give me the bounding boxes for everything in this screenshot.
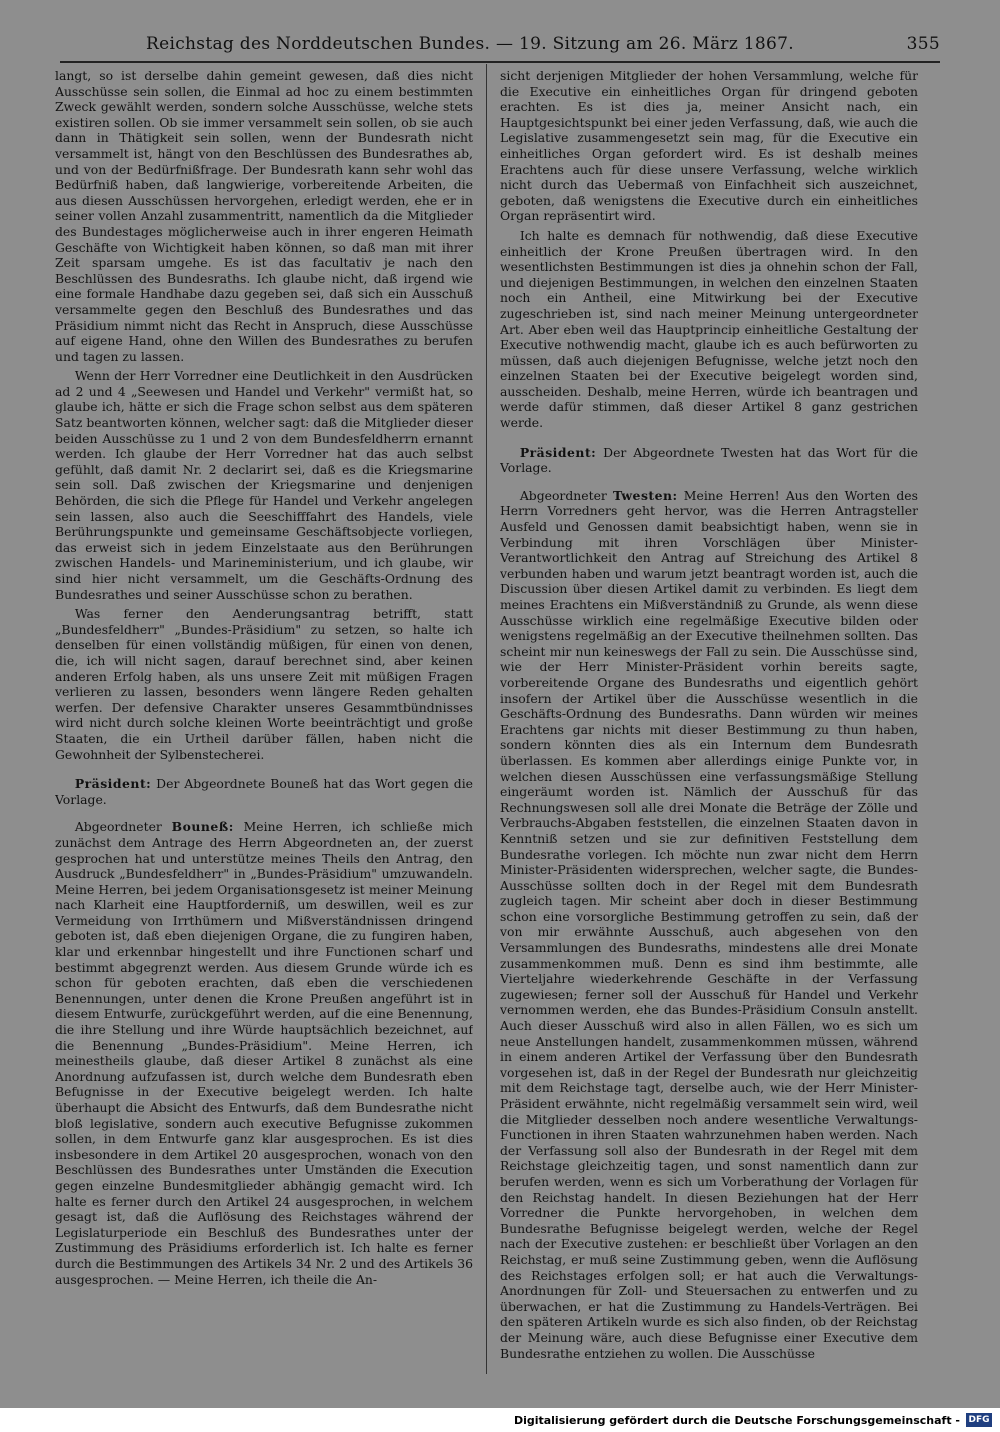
speech-text: Meine Herren, ich schließe mich zunächst dem Antrage des Herrn Abgeordneten an, der zuerst gesprochen hat und unterstütze meines Theils den Antrag, den Ausdruck „Bundesfeldherr" in „Bundes-Präsidium" umzuwandeln. Meine Herren, bei jedem Organisationsgesetz ist meiner Meinung nach Klarheit eine Hauptforderniß, um deswillen, weil es zur Vermeidung von Irrthümern und Mißverständnissen dringend geboten ist, daß eben diejenigen Organe, die zu fungiren haben, klar und erkennbar hingestellt und ihre Functionen scharf und bestimmt abgegrenzt werden. Aus diesem Grunde würde ich es schon für geboten erachten, daß eben die verschiedenen Benennungen, unter denen die Krone Preußen angeführt ist in diesem Entwurfe, zurückgeführt werden, auf die eine Benennung, die ihre Stellung und ihre Würde hauptsächlich bezeichnet, auf die Benennung „Bundes-Präsidium". Meine Herren, ich meinestheils glaube, daß dieser Artikel 8 zunächst als eine Anordnung aufzufassen ist, durch welche dem Bundesrath eben Befugnisse in der Executive beigelegt werden. Ich halte überhaupt die Absicht des Entwurfs, daß dem Bundesrathe nicht bloß legislative, sondern auch executive Befugnisse zukommen sollen, in dem Entwurfe ganz klar ausgesprochen. Es ist dies insbesondere in dem Artikel 20 ausgesprochen, wonach von den Beschlüssen des Bundesrathes unter Umständen die Execution gegen einzelne Bundesmitglieder abhängig gemacht wird. Ich halte es ferner durch den Artikel 24 ausgesprochen, in welchem gesagt ist, daß die Auflösung des Reichstages während der Legislaturperiode ein Beschluß des Bundesrathes unter der Zustimmung des Präsidiums erforderlich ist. Ich halte es ferner durch die Bestimmungen des Artikels 34 Nr. 2 und des Artikels 36 ausgesprochen. — Meine Herren, ich theile die An-	[55, 819, 473, 1287]
speaker-label: Präsident:	[74, 776, 152, 792]
header-rule	[60, 61, 940, 63]
page-header	[60, 34, 940, 58]
dfg-logo: DFG	[966, 1413, 992, 1427]
right-column	[500, 68, 918, 1373]
speaker-label: Präsident:	[519, 444, 597, 460]
header-title: Reichstag des Norddeutschen Bundes. — 19. Sitzung am 26. März 1867.	[146, 34, 794, 54]
speaker-prefix: Abgeordneter	[74, 819, 162, 835]
paragraph: Ich halte es demnach für nothwendig, daß diese Executive einheitlich der Krone Preußen übertragen wird. In den wesentlichsten Bestimmungen ist dies ja ohnehin schon der Fall, und diejenigen Bestimmungen, in welchen den einzelnen Staaten noch ein Antheil, eine Mitwirkung bei der Executive zugeschrieben ist, sind nach meiner Meinung untergeordneter Art. Aber eben weil das Hauptprincip einheitliche Gestaltung der Executive nothwendig macht, glaube ich es auch befürworten zu müssen, daß auch diejenigen Befugnisse, welche jetzt noch den einzelnen Staaten bei der Executive beigelegt worden sind, ausscheiden. Deshalb, meine Herren, würde ich beantragen und werde dafür stimmen, daß dieser Artikel 8 ganz gestrichen werde.	[500, 227, 918, 431]
speaker-name: Bouneß:	[171, 819, 234, 835]
speaker-name: Twesten:	[613, 487, 678, 503]
left-column	[55, 68, 473, 1373]
column-divider	[486, 64, 487, 1374]
funding-credit: Digitalisierung gefördert durch die Deutsche Forschungsgemeinschaft -	[513, 1413, 960, 1427]
speaker-prefix: Abgeordneter	[519, 487, 607, 503]
paragraph: langt, so ist derselbe dahin gemeint gewesen, daß dies nicht Ausschüsse sein sollen, die Einmal ad hoc zu einem bestimmten Zweck gewählt werden, sondern solche Ausschüsse, welche stets existiren sollen. Ob sie immer versammelt sein sollen, ob sie auch dann in Thätigkeit sein sollen, wenn der Bundesrath nicht versammelt ist, hängt von den Beschlüssen des Bundesrathes ab, und von der Bedürfnißfrage. Der Bundesrath kann sehr wohl das Bedürfniß haben, daß langwierige, vorbereitende Arbeiten, die aus diesen Ausschüssen hervorgehen, erledigt werden, ehe er in seiner vollen Anzahl zusammentritt, namentlich da die Mitglieder des Bundestages möglicherweise auch in ihrer engeren Heimath Geschäfte von Wichtigkeit haben können, so daß man mit ihrer Zeit sparsam umgehe. Es ist das facultativ je nach den Beschlüssen des Bundesraths. Ich glaube nicht, daß irgend wie eine formale Handhabe dazu gegeben sei, daß sich ein Ausschuß versammelte gegen den Beschluß des Bundesrathes und das Präsidium nimmt nicht das Recht in Anspruch, diese Ausschüsse auf eigene Hand, ohne den Willen des Bundesrathes zu berufen und tagen zu lassen.	[55, 68, 473, 364]
paragraph: Was ferner den Aenderungsantrag betrifft, statt „Bundesfeldherr" „Bundes-Präsidium" zu setzen, so halte ich denselben für einen vollständig müßigen, für einen von denen, die, ich will nicht sagen, darauf berechnet sind, aber keinen anderen Erfolg haben, als uns unsere Zeit mit müßigen Fragen verlieren zu lassen, besonders wenn längere Reden gehalten werfen. Der defensive Charakter unseres Gesammtbündnisses wird nicht durch solche kleinen Worte beeinträchtigt und große Staaten, die ein Urtheil darüber fällen, haben nicht die Gewohnheit der Sylbenstecherei.	[55, 606, 473, 762]
statement-text: Der Abgeordnete Twesten hat das Wort für die Vorlage.	[500, 444, 918, 476]
paragraph: Wenn der Herr Vorredner eine Deutlichkeit in den Ausdrücken ad 2 und 4 „Seewesen und Handel und Verkehr" vermißt hat, so glaube ich, hätte er sich die Frage schon selbst aus dem späteren Satz beantworten können, welcher sagt: daß die Mitglieder dieser beiden Ausschüsse zu 1 und 2 von dem Bundesfeldherrn ernannt werden. Ich glaube der Herr Vorredner hat das auch selbst gefühlt, daß damit Nr. 2 declarirt sei, daß es die Kriegsmarine sein soll. Daß zwischen der Kriegsmarine und denjenigen Behörden, die sich die Pflege für Handel und Verkehr angelegen sein lassen, also auch die Seeschifffahrt des Handels, viele Berührungspunkte und gemeinsame Geschäftsobjecte vorliegen, das erweist sich in jedem Einzelstaate aus den Berührungen zwischen Handels- und Marineministerium, und ich glaube, wir sind hier nicht versammelt, um die Geschäfts-Ordnung des Bundesrathes und seiner Ausschüsse schon zu berathen.	[55, 368, 473, 602]
footer-bar	[0, 1408, 1000, 1432]
president-statement	[55, 776, 473, 807]
page-number: 355	[906, 34, 940, 54]
president-statement	[500, 445, 918, 476]
statement-text: Der Abgeordnete Bouneß hat das Wort gegen die Vorlage.	[55, 776, 473, 807]
speech-text: Meine Herren! Aus den Worten des Herrn Vorredners geht hervor, was die Herren Antragsteller Ausfeld und Genossen damit beabsichtigt haben, wenn sie in Verbindung mit ihren Vorschlägen über Minister-Verantwortlichkeit den Antrag auf Streichung des Artikel 8 verbunden haben und warum jetzt beantragt worden ist, auch die Discussion über diesen Artikel damit zu verbinden. Es liegt dem meines Erachtens ein Mißverständniß zu Grunde, als wenn diese Ausschüsse wirklich eine regelmäßige Executive bilden oder wenigstens regelmäßig an der Executive theilnehmen sollten. Das scheint mir nun keineswegs der Fall zu sein. Die Ausschüsse sind, wie der Herr Minister-Präsident vorhin bereits sagte, vorbereitende Organe des Bundesraths und eigentlich gehört insofern der Artikel über die Ausschüsse wesentlich in die Geschäfts-Ordnung des Bundesraths. Dann würden wir meines Erachtens gar nichts mit dieser Bestimmung zu thun haben, sondern könnten dies als ein Internum dem Bundesrath überlassen. Es kommen aber allerdings einige Punkte vor, in welchen diesen Ausschüssen eine verfassungsmäßige Stellung eingeräumt worden ist. Nämlich der Ausschuß für das Rechnungswesen soll alle drei Monate die Beträge der Zölle und Verbrauchs-Abgaben feststellen, die einzelnen Staaten davon in Kenntniß setzen und sie zur definitiven Feststellung dem Bundesrathe vorlegen. Ich möchte nun zwar nicht dem Herrn Minister-Präsidenten widersprechen, welcher sagte, die Bundes-Ausschüsse sollten doch in der Regel mit dem Bundesrath zugleich tagen. Mir scheint aber doch in dieser Bestimmung schon eine vorsorgliche Bestimmung getroffen zu sein, daß der von mir erwähnte Ausschuß, auch abgesehen von den Versammlungen des Bundesraths, mindestens alle drei Monate zusammenkommen muß. Denn es sind ihm bestimmte, alle Vierteljahre wiederkehrende Geschäfte in der Verfassung zugewiesen; ferner soll der Ausschuß für Handel und Verkehr vernommen werden, ehe das Bundes-Präsidium Consuln anstellt. Auch dieser Ausschuß wird also in allen Fällen, wo es sich um neue Anstellungen handelt, zusammenkommen müssen, während in einem anderen Artikel der Verfassung über den Bundesrath vorgesehen ist, daß in der Regel der Bundesrath nur gleichzeitig mit dem Reichstage tagt, derselbe auch, wie der Herr Minister-Präsident erwähnte, nicht regelmäßig versammelt sein wird, weil die Mitglieder desselben noch andere wesentliche Verwaltungs-Functionen in ihren Staaten wahrzunehmen haben werden. Nach der Verfassung soll also der Bundesrath in der Regel mit dem Reichstage gleichzeitig tagen, und sonst namentlich dann zur berufen werden, wenn es sich um Vorberathung der Vorlagen für den Reichstag handelt. In diesen Beziehungen hat der Herr Vorredner die Punkte hervorgehoben, in welchen dem Bundesrathe Befugnisse beigelegt werden, welche der Regel nach der Executive zustehen: er beschließt über Vorlagen an den Reichstag, er muß seine Zustimmung geben, wenn die Auflösung des Reichstages erfolgen soll; er hat auch die Verwaltungs-Anordnungen für Zoll- und Steuersachen zu entwerfen und zu überwachen, er hat die Zustimmung zu Handels-Verträgen. Bei den späteren Artikeln wurde es sich also finden, ob der Reichstag der Meinung wäre, auch diese Befugnisse einer Executive dem Bundesrathe entziehen zu wollen. Die Ausschüsse	[500, 487, 918, 1361]
speech-paragraph	[55, 819, 473, 1287]
speech-paragraph	[500, 488, 918, 1361]
paragraph: sicht derjenigen Mitglieder der hohen Versammlung, welche für die Executive ein einheitliches Organ für dringend geboten erachten. Es ist dies ja, meiner Ansicht nach, ein Hauptgesichtspunkt bei einer jeden Verfassung, daß, wie auch die Legislative zusammengesetzt sein mag, für die Executive ein einheitliches Organ gefordert wird. Es ist deshalb meines Erachtens auch für diese unsere Verfassung, welche wirklich nicht durch das Uebermaß von Einfachheit sich auszeichnet, geboten, daß wenigstens die Executive durch ein einheitliches Organ repräsentirt wird.	[500, 68, 918, 224]
